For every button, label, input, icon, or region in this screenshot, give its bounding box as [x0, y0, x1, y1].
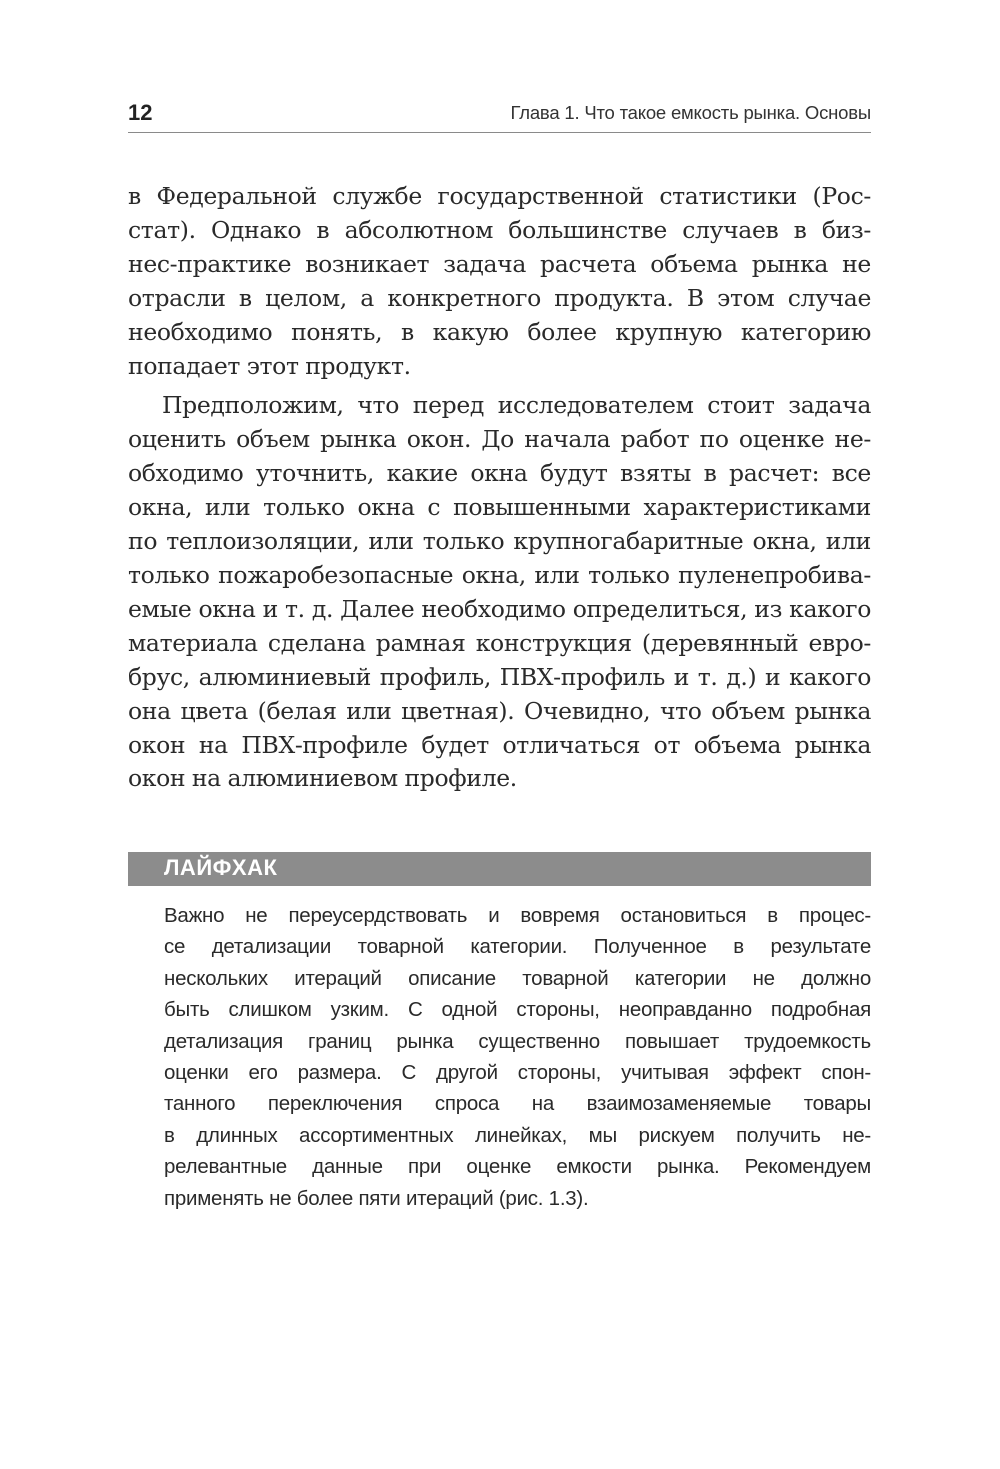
text-line: в Федеральной службе государственной статистики (Рос-: [128, 182, 871, 210]
text-line: окна, или только окна с повышенными характеристиками: [128, 493, 871, 522]
body-text: [128, 180, 871, 796]
text-line: оценить объем рынка окон. До начала работ по оценке не-: [128, 425, 871, 454]
paragraph-1: [128, 180, 871, 383]
running-head: Глава 1. Что такое емкость рынка. Основы: [510, 102, 871, 123]
text-line: нес-практике возникает задача расчета объема рынка не: [128, 249, 871, 278]
lifehack-line: се детализации товарной категории. Полученное в результате: [164, 935, 871, 959]
lifehack-line: применять не более пяти итераций (рис. 1.3).: [164, 1186, 589, 1210]
lifehack-line: детализация границ рынка существенно повышает трудоемкость: [164, 1029, 871, 1053]
text-line: брус, алюминиевый профиль, ПВХ-профиль и т. д.) и какого: [128, 662, 871, 691]
page-header: [128, 96, 871, 133]
lifehack-line: оценки его размера. С другой стороны, учитывая эффект спон-: [164, 1061, 871, 1085]
lifehack-text: [128, 886, 871, 1214]
lifehack-title: ЛАЙФХАК: [164, 855, 278, 880]
text-line: Предположим, что перед исследователем стоит задача: [162, 391, 871, 420]
text-line: отрасли в целом, а конкретного продукта. В этом случае: [128, 283, 871, 312]
lifehack-box: [128, 852, 871, 1214]
text-line: обходимо уточнить, какие окна будут взяты в расчет: все: [128, 459, 871, 488]
text-line: емые окна и т. д. Далее необходимо определиться, из какого: [128, 594, 871, 623]
text-line: окон на алюминиевом профиле.: [128, 764, 517, 793]
text-line: необходимо понять, в какую более крупную категорию: [128, 317, 871, 346]
lifehack-line: быть слишком узким. С одной стороны, неоправданно подробная: [164, 998, 871, 1022]
text-line: окон на ПВХ-профиле будет отличаться от объема рынка: [128, 730, 871, 759]
lifehack-line: в длинных ассортиментных линейках, мы рискуем получить не-: [164, 1123, 871, 1147]
lifehack-line: нескольких итераций описание товарной категории не должно: [164, 966, 871, 990]
lifehack-line: танного переключения спроса на взаимозаменяемые товары: [164, 1092, 871, 1116]
text-line: только пожаробезопасные окна, или только пуленепробива-: [128, 560, 871, 589]
text-line: попадает этот продукт.: [128, 351, 411, 380]
lifehack-line: релевантные данные при оценке емкости рынка. Рекомендуем: [164, 1155, 871, 1179]
page-number: 12: [128, 100, 153, 125]
paragraph-2: [128, 389, 871, 796]
text-line: она цвета (белая или цветная). Очевидно, что объем рынка: [128, 696, 871, 725]
text-line: по теплоизоляции, или только крупногабаритные окна, или: [128, 527, 871, 556]
lifehack-line: Важно не переусердствовать и вовремя остановиться в процес-: [164, 904, 871, 927]
text-line: стат). Однако в абсолютном большинстве случаев в биз-: [128, 215, 871, 244]
text-line: материала сделана рамная конструкция (деревянный евро-: [128, 628, 871, 657]
lifehack-header-bar: [128, 852, 871, 886]
